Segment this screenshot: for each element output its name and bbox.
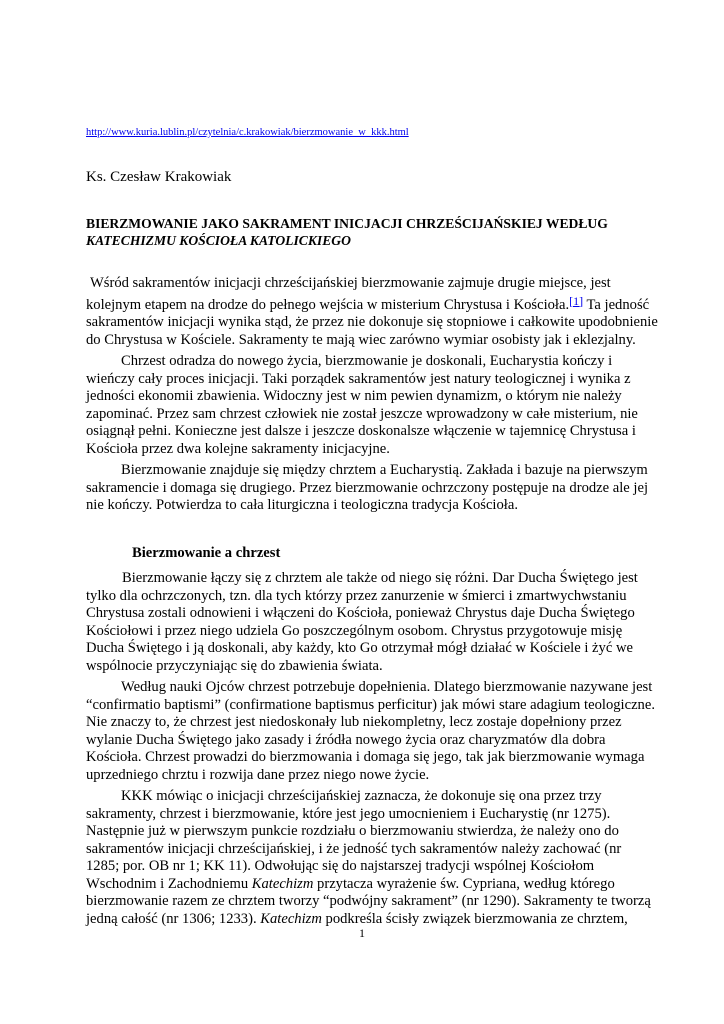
title-line-1: BIERZMOWANIE JAKO SAKRAMENT INICJACJI CHRZEŚCIJAŃSKIEJ WEDŁUG <box>86 216 608 231</box>
document-title <box>86 215 646 249</box>
paragraph-6-italic-a: Katechizm <box>251 875 314 892</box>
paragraph-2: Chrzest odradza do nowego życia, bierzmowanie je doskonali, Eucharystia kończy i wieńczy cały proces inicjacji. Taki porządek sakramentów jest natury teologicznej i wynika z jedności ekonomii zbawienia. Widoczny jest w nim pewien dynamizm, o którym nie należy zapominać. Przez sam chrzest człowiek nie został jeszcze wprowadzony w całe misterium, nie osiągnął pełni. Konieczne jest dalsze i jeszcze doskonalsze włączenie w tajemnicę Chrystusa i Kościoła przez dwa kolejne sakramenty inicjacyjne. <box>86 353 638 457</box>
source-url-link[interactable]: http://www.kuria.lublin.pl/czytelnia/c.krakowiak/bierzmowanie_w_kkk.html <box>86 127 409 138</box>
paragraph-4: Bierzmowanie łączy się z chrztem ale także od niego się różni. Dar Ducha Świętego jest tylko dla ochrzczonych, tzn. dla tych którzy przez zanurzenie w śmierci i zmartwychwstaniu Chrystusa zostali odnowieni i włączeni do Kościoła, ponieważ Chrystus daje Ducha Świętego Kościołowi i przez niego udziela Go poszczególnym osobom. Chrystus przygotowuje misję Ducha Świętego i ją doskonali, aby każdy, kto Go otrzymał mógł działać w Kościele i żyć we wspólnocie przyczyniając się do zbawienia świata. <box>86 570 638 674</box>
paragraph-1-text-a: Wśród sakramentów inicjacji chrześcijańskiej bierzmowanie zajmuje drugie miejsce, jest kolejnym etapem na drodze do pełnego wejścia w misterium Chrystusa i Kościoła. <box>86 275 611 313</box>
paragraph-3: Bierzmowanie znajduje się między chrztem a Eucharystią. Zakłada i bazuje na pierwszym sakramencie i domaga się drugiego. Przez bierzmowanie ochrzczony postępuje na drodze ale jej nie kończy. Potwierdza to cała liturgiczna i teologiczna tradycja Kościoła. <box>86 462 649 513</box>
page-number: 1 <box>359 926 365 940</box>
paragraph-1 <box>86 275 658 349</box>
article-body <box>86 275 658 928</box>
author-name: Ks. Czesław Krakowiak <box>86 169 232 185</box>
paragraph-6-text-e: podkreśla ścisły związek bierzmowania ze chrztem, <box>321 910 628 927</box>
paragraph-1-text-b: Ta jedność sakramentów inicjacji wynika stąd, że przez nie dokonuje się stopniowe i całkowite upodobnienie do Chrystusa w Kościele. Sakramenty te mają wiec zarówno wymiar osobisty jak i eklezjalny. <box>86 296 658 348</box>
paragraph-6-text-c: przytacza wyrażenie św. Cypriana, według którego bierzmowanie razem ze chrztem tworzy “podwójny sakrament” (nr 1290). Sakramenty te tworzą jedną całość (nr 1306; 1233). <box>86 875 651 927</box>
section-heading: Bierzmowanie a chrzest <box>132 544 281 561</box>
paragraph-6 <box>86 788 658 928</box>
title-line-2: KATECHIZMU KOŚCIOŁA KATOLICKIEGO <box>86 233 351 248</box>
paragraph-6-italic-b: Katechizm <box>260 910 322 927</box>
paragraph-6-text-a: KKK mówiąc o inicjacji chrześcijańskiej zaznacza, że dokonuje się ona przez trzy sakramenty, chrzest i bierzmowanie, które jest jego umocnieniem i Eucharystię (nr 1275). Następnie już w pierwszym punkcie rozdziału o bierzmowaniu stwierdza, że należy ono do sakramentów inicjacji chrześcijańskiej, i że jedność tych sakramentów należy zachować (nr 1285; por. OB nr 1; KK 11). Odwołując się do najstarszej tradycji wspólnej Kościołom Wschodnim i Zachodniemu <box>86 788 622 892</box>
footnote-link[interactable]: [1] <box>569 293 584 308</box>
paragraph-5: Według nauki Ojców chrzest potrzebuje dopełnienia. Dlatego bierzmowanie nazywane jest “confirmatio baptismi” (confirmatione baptismus perficitur) jak mówi stare adagium teologiczne. Nie znaczy to, że chrzest jest niedoskonały lub niekompletny, lecz zostaje dopełniony przez wylanie Ducha Świętego jako zasady i źródła nowego życia oraz charyzmatów dla dobra Kościoła. Chrzest prowadzi do bierzmowania i domaga się jego, tak jak bierzmowanie wymaga uprzedniego chrztu i rozwija dane przez niego nowe życie. <box>86 679 655 783</box>
